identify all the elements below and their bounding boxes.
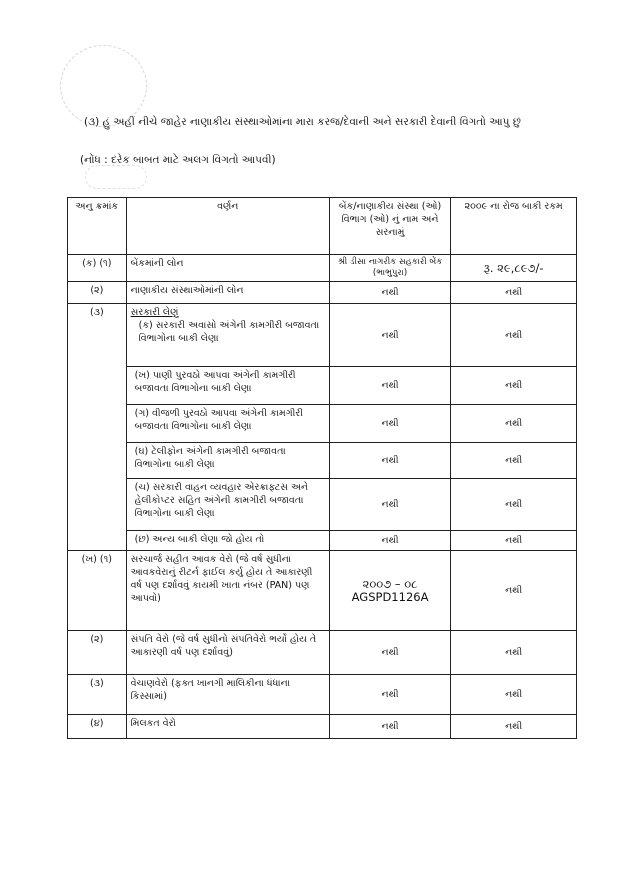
row-serial: (૪) (68, 715, 127, 739)
liabilities-table (67, 197, 577, 739)
row-bank: નથી (329, 367, 450, 405)
row-bank: નથી (329, 631, 450, 675)
header-balance: ૨૦૦૯ ના રોજ બાકી રકમ (451, 198, 577, 255)
table-row (68, 715, 577, 739)
row-amount: નથી (451, 367, 577, 405)
row-bank: નથી (329, 531, 450, 551)
row-bank: નથી (329, 479, 450, 531)
table-row (68, 551, 577, 631)
header-bank: બેંક/નાણાકીય સંસ્થા (ઓ) વિભાગ (ઓ) નું નામ અને સરનામું (329, 198, 450, 255)
row-serial: (ખ) (૧) (68, 551, 127, 631)
row-bank: નથી (329, 715, 450, 739)
table-row (68, 675, 577, 715)
row-serial: (ક) (૧) (68, 255, 127, 282)
row-description: (ગ) વીજળી પુરવઠો આપવા અંગેની કામગીરી બજાવતા વિભાગોના બાકી લેણા (126, 405, 329, 443)
row-description: (ચ) સરકારી વાહન વ્યવહાર એરક્રાફ્ટસ અને હેલીકોપ્ટર સહિત અંગેની કામગીરી બજાવતા વિભાગોના બાકી લેણા (126, 479, 329, 531)
row-serial: (૨) (68, 282, 127, 304)
row-amount: નથી (451, 443, 577, 479)
table-row (68, 631, 577, 675)
table-row (68, 282, 577, 304)
row-bank: નથી (329, 304, 450, 367)
faded-stamp-small (85, 165, 147, 189)
row-bank: ૨૦૦૭ – ૦૮ AGSPD1126A (329, 551, 450, 631)
table-header-row (68, 198, 577, 255)
table-row (68, 479, 577, 531)
table-row (68, 531, 577, 551)
row-amount: નથી (451, 631, 577, 675)
row-bank: શ્રી ડીસા નાગરીક સહકારી બેંક (ભાભુપુરા) (329, 255, 450, 282)
row-bank: નથી (329, 405, 450, 443)
section-heading: (૩) હું અહીં નીચે જાહેર નાણાકીય સંસ્થાઓમાંના મારા કરજ/દેવાની અને સરકારી દેવાની વિગતો આપુ છું (84, 116, 521, 128)
row-bank: નથી (329, 282, 450, 304)
row-description: મિલકત વેરો (126, 715, 329, 739)
row-description: (છ) અન્ય બાકી લેણા જો હોય તો (126, 531, 329, 551)
header-serial: અનુ ક્રમાંક (68, 198, 127, 255)
row-sub-description: (ક) સરકારી અવાસો અંગેની કામગીરી બજાવતા વિભાગોના બાકી લેણા (138, 320, 320, 344)
row-amount: નથી (451, 551, 577, 631)
row-amount: નથી (451, 715, 577, 739)
row-description: સંપતિ વેરો (જે વર્ષ સુધીનો સંપતિવેરો ભર્યો હોય તે આકારણી વર્ષ પણ દર્શાવવું) (126, 631, 329, 675)
header-description: વર્ણન (126, 198, 329, 255)
table-row (68, 443, 577, 479)
row-serial-empty (68, 531, 127, 551)
row-amount: રૂ. ૨૯,૮૯૭/- (451, 255, 577, 282)
row-serial: (૨) (68, 631, 127, 675)
row-description: (ઘ) ટેલીફોન અંગેની કામગીરી બજાવતા વિભાગોના બાકી લેણા (126, 443, 329, 479)
row-description: (ખ) પાણી પુરવઠો આપવા અંગેની કામગીરી બજાવતા વિભાગોના બાકી લેણા (126, 367, 329, 405)
row-amount: નથી (451, 304, 577, 367)
row-amount: નથી (451, 479, 577, 531)
row-amount: નથી (451, 405, 577, 443)
row-bank: નથી (329, 675, 450, 715)
section-note: (નોંધ : દરેક બાબત માટે અલગ વિગતો આપવી) (80, 154, 276, 166)
row-description: સરચાર્જ સહીત આવક વેરો (જે વર્ષ સુધીના આવકવેરાનું રીટર્ન ફાઈલ કર્યુ હોય તે આકારણી વર્ષ પણ દર્શાવવું કાયમી ખાતા નંબર (PAN) પણ આપવો) (126, 551, 329, 631)
table-row (68, 304, 577, 367)
table-row (68, 405, 577, 443)
table-row (68, 367, 577, 405)
row-serial: (૩) (68, 675, 127, 715)
row-description: નાણાકીય સંસ્થાઓમાંની લોન (126, 282, 329, 304)
table-row (68, 255, 577, 282)
row-amount: નથી (451, 531, 577, 551)
row-bank: નથી (329, 443, 450, 479)
row-amount: નથી (451, 282, 577, 304)
row-description: બેંકમાંની લોન (126, 255, 329, 282)
row-serial: (૩) (68, 304, 127, 531)
row-amount: નથી (451, 675, 577, 715)
row-description (126, 304, 329, 367)
row-description: વેચાણવેરો (ફક્ત ખાનગી માલિકીના ધંધાના કિસ્સામાં) (126, 675, 329, 715)
row-group-title: સરકારી લેણું (130, 307, 179, 318)
